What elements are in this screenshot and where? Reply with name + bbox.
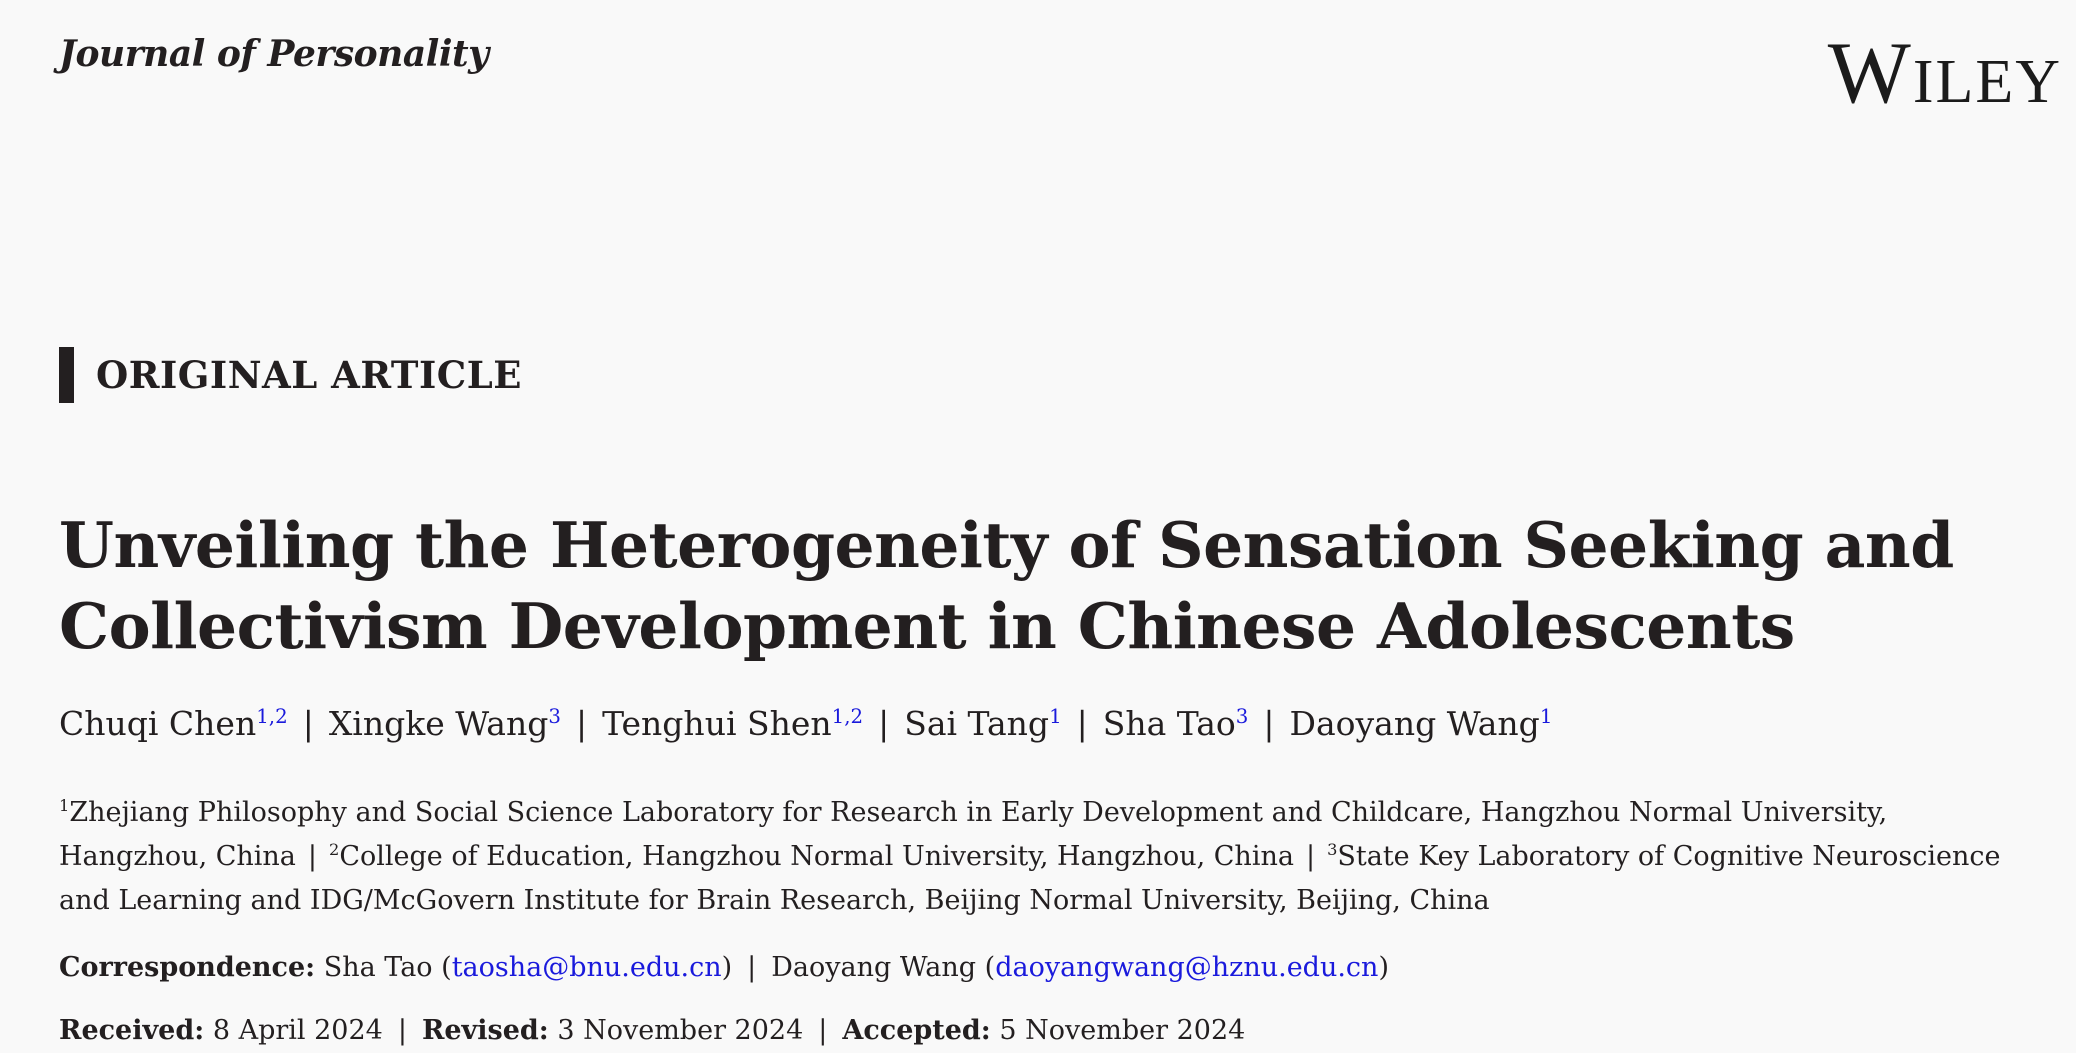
separator: | [1305, 841, 1316, 872]
separator: | [302, 704, 314, 743]
correspondence: Correspondence: Sha Tao (taosha@bnu.edu.cn) | Daoyang Wang (daoyangwang@hznu.edu.cn) [59, 952, 1389, 983]
email-link[interactable]: taosha@bnu.edu.cn [451, 952, 722, 983]
author-affiliation-ref[interactable]: 1 [1539, 705, 1553, 728]
separator: | [307, 841, 318, 872]
affiliation-text: State Key Laboratory of Cognitive Neuroscience and Learning and IDG/McGovern Institute for Brain Research, Beijing Normal University, Beijing, China [59, 841, 2001, 916]
accepted-label: Accepted: [842, 1015, 991, 1046]
affiliation-number: 2 [329, 840, 340, 859]
separator: | [747, 952, 757, 983]
author-affiliation-ref[interactable]: 3 [1235, 705, 1249, 728]
separator: | [878, 704, 890, 743]
author-affiliation-ref[interactable]: 1,2 [831, 705, 864, 728]
affiliation-number: 1 [59, 796, 70, 815]
author-name[interactable]: Tenghui Shen [602, 704, 832, 743]
affiliation-text: Zhejiang Philosophy and Social Science Laboratory for Research in Early Development and Childcare, Hangzhou Normal University, Hangzhou, China [59, 797, 1888, 872]
revised-date: 3 November 2024 [557, 1015, 804, 1046]
author-name[interactable]: Sai Tang [904, 704, 1050, 743]
affiliation-text: College of Education, Hangzhou Normal University, Hangzhou, China [339, 841, 1294, 872]
revised-label: Revised: [421, 1015, 549, 1046]
received-label: Received: [59, 1015, 205, 1046]
separator: | [397, 1015, 407, 1046]
author-name[interactable]: Daoyang Wang [1289, 704, 1540, 743]
article-type [59, 347, 522, 403]
correspondence-label: Correspondence: [59, 952, 316, 983]
separator: | [1263, 704, 1275, 743]
section-bar [59, 347, 74, 403]
article-dates [59, 1015, 1245, 1046]
author-name[interactable]: Sha Tao [1102, 704, 1236, 743]
separator: | [575, 704, 588, 743]
author-affiliation-ref[interactable]: 1 [1049, 705, 1062, 728]
publisher-logo[interactable]: Wiley [1827, 25, 2062, 122]
author-list [59, 704, 1552, 743]
email-link[interactable]: daoyangwang@hznu.edu.cn [995, 952, 1379, 983]
article-type-label: ORIGINAL ARTICLE [96, 353, 522, 397]
author-name[interactable]: Chuqi Chen [59, 704, 257, 743]
separator: | [818, 1015, 828, 1046]
separator: | [1076, 704, 1088, 743]
author-affiliation-ref[interactable]: 3 [548, 705, 561, 728]
correspondent-name: Sha Tao [323, 952, 433, 983]
received-date: 8 April 2024 [212, 1015, 383, 1046]
author-affiliation-ref[interactable]: 1,2 [256, 705, 288, 728]
journal-name[interactable]: Journal of Personality [59, 33, 489, 75]
article-title: Unveiling the Heterogeneity of Sensation Seeking and Collectivism Development in Chinese Adolescents [59, 508, 1954, 663]
affiliations [59, 791, 2019, 923]
correspondent-name: Daoyang Wang [771, 952, 977, 983]
affiliation-number: 3 [1327, 840, 1338, 859]
author-name[interactable]: Xingke Wang [328, 704, 549, 743]
accepted-date: 5 November 2024 [999, 1015, 1246, 1046]
